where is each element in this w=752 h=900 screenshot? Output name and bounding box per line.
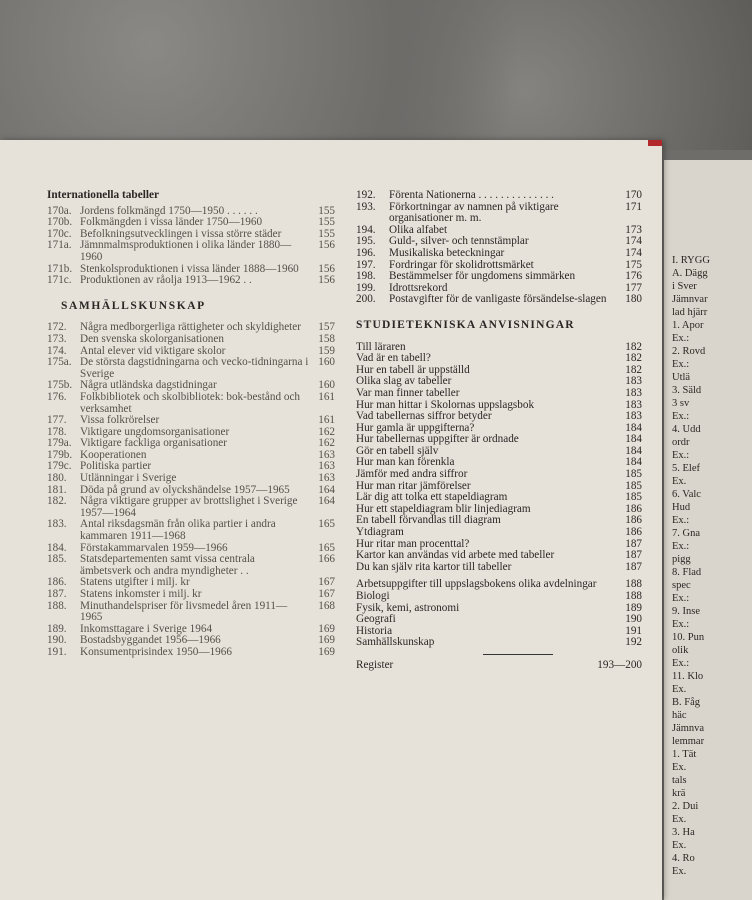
entry-number: 176. bbox=[47, 390, 67, 403]
next-page-line: Ex.: bbox=[672, 359, 690, 370]
separator bbox=[483, 654, 553, 655]
next-page-line: 7. Gna bbox=[672, 528, 700, 539]
next-page-line: Ex.: bbox=[672, 333, 690, 344]
entry-title: Jämför med andra siffror bbox=[356, 468, 468, 481]
entry-page: 168 bbox=[318, 599, 335, 612]
entry-page: 159 bbox=[318, 344, 335, 357]
toc-row bbox=[47, 554, 335, 577]
entry-title: Förenta Nationerna . . . . . . . . . . . . . . bbox=[389, 189, 554, 201]
next-page-line: i Sver bbox=[672, 281, 697, 292]
entry-title: Geografi bbox=[356, 613, 396, 626]
next-page-line: 3. Ha bbox=[672, 827, 695, 838]
next-page-line: Ex.: bbox=[672, 411, 690, 422]
entry-number: 196. bbox=[356, 246, 376, 259]
entry-title: Hur gamla är uppgifterna? bbox=[356, 421, 475, 434]
entry-page: 167 bbox=[318, 576, 335, 589]
next-page-line: 11. Klo bbox=[672, 671, 704, 682]
entry-title: Fordringar för skolidrottsmärket bbox=[389, 258, 534, 271]
entry-title: Vad tabellernas siffror betyder bbox=[356, 410, 492, 423]
entry-page: 155 bbox=[318, 204, 335, 217]
next-page-line: tals bbox=[672, 775, 687, 786]
entry-page: 157 bbox=[318, 321, 335, 334]
entry-page: 155 bbox=[318, 227, 335, 240]
toc-row bbox=[47, 357, 335, 380]
entry-title: Stenkolsproduktionen i vissa länder 1888—1960 bbox=[80, 262, 299, 275]
entry-page: 165 bbox=[318, 541, 335, 554]
entry-title: Historia bbox=[356, 624, 393, 637]
entry-number: 198. bbox=[356, 270, 376, 283]
intl-heading: Internationella tabeller bbox=[47, 189, 160, 201]
entry-number: 188. bbox=[47, 599, 67, 612]
entry-number: 170c. bbox=[47, 227, 72, 240]
entry-title: Kartor kan användas vid arbete med tabeller bbox=[356, 549, 555, 562]
entry-page: 155 bbox=[318, 216, 335, 229]
next-page-line: olik bbox=[672, 645, 689, 656]
entry-page: 161 bbox=[318, 414, 335, 427]
entry-title: Guld-, silver- och tennstämplar bbox=[389, 235, 529, 248]
toc-row bbox=[356, 353, 642, 365]
toc-row bbox=[47, 240, 335, 263]
entry-number: 175b. bbox=[47, 379, 73, 392]
entry-title: Jordens folkmängd 1750—1950 . . . . . . bbox=[80, 204, 258, 217]
entry-page: 182 bbox=[625, 352, 642, 365]
entry-title: Förkortningar av namnen på viktigare organisationer m. m. bbox=[389, 200, 559, 225]
entry-title: Några medborgerliga rättigheter och skyldigheter bbox=[80, 321, 301, 334]
next-page-line: 8. Flad bbox=[672, 567, 702, 578]
entry-page: 171 bbox=[625, 200, 642, 213]
entry-title: Du kan själv rita kartor till tabeller bbox=[356, 560, 512, 573]
entry-title: En tabell förvandlas till diagram bbox=[356, 514, 501, 527]
entry-page: 187 bbox=[625, 537, 642, 550]
entry-page: 156 bbox=[318, 262, 335, 275]
next-page-line: 1. Tät bbox=[672, 749, 697, 760]
entry-number: 173. bbox=[47, 332, 67, 345]
entry-page: 163 bbox=[318, 448, 335, 461]
entry-title: Idrottsrekord bbox=[389, 281, 448, 294]
entry-number: 175a. bbox=[47, 356, 72, 369]
next-page-line: krä bbox=[672, 788, 686, 799]
entry-number: 191. bbox=[47, 645, 67, 658]
entry-title: Döda på grund av olyckshändelse 1957—1965 bbox=[80, 483, 290, 496]
toc-row bbox=[356, 591, 642, 603]
entry-number: 199. bbox=[356, 281, 376, 294]
toc-row bbox=[356, 294, 642, 306]
toc-row bbox=[356, 190, 642, 202]
entry-page: 183 bbox=[625, 410, 642, 423]
entry-number: 179c. bbox=[47, 460, 72, 473]
entry-title: Den svenska skolorganisationen bbox=[80, 332, 224, 345]
entry-title: Till läraren bbox=[356, 340, 406, 353]
entry-title: Vad är en tabell? bbox=[356, 352, 431, 365]
next-page-line: 1. Apor bbox=[672, 320, 704, 331]
next-page-line: lad hjärr bbox=[672, 307, 708, 318]
entry-page: 169 bbox=[318, 622, 335, 635]
entry-page: 167 bbox=[318, 588, 335, 600]
next-page-line: lemmar bbox=[672, 736, 705, 747]
toc-row bbox=[356, 614, 642, 626]
next-page-line: Hud bbox=[672, 502, 691, 513]
toc-row bbox=[47, 647, 335, 659]
entry-page: 182 bbox=[625, 340, 642, 353]
next-page bbox=[664, 160, 752, 900]
toc-row bbox=[47, 473, 335, 485]
next-page-line: pigg bbox=[672, 554, 691, 565]
next-page-line: Ex.: bbox=[672, 450, 690, 461]
entry-page: 156 bbox=[318, 239, 335, 252]
entry-title: Folkbibliotek och skolbibliotek: bok-bestånd och verksamhet bbox=[80, 390, 300, 415]
entry-page: 177 bbox=[625, 281, 642, 294]
entry-title: Postavgifter för de vanligaste försändelse-slagen bbox=[389, 293, 607, 306]
entry-page: 164 bbox=[318, 495, 335, 508]
entry-number: 194. bbox=[356, 223, 376, 236]
entry-page: 160 bbox=[318, 356, 335, 369]
entry-page: 187 bbox=[625, 560, 642, 573]
next-page-line: Ex.: bbox=[672, 515, 690, 526]
entry-page: 191 bbox=[625, 624, 642, 637]
entry-title: Statens inkomster i milj. kr bbox=[80, 588, 202, 600]
toc-row bbox=[47, 519, 335, 542]
entry-page: 186 bbox=[625, 514, 642, 527]
entry-number: 183. bbox=[47, 518, 67, 531]
entry-number: 187. bbox=[47, 588, 67, 600]
next-page-line: Ex. bbox=[672, 762, 687, 773]
entry-title: Hur en tabell är uppställd bbox=[356, 363, 470, 376]
entry-number: 181. bbox=[47, 483, 67, 496]
next-page-line: Ex. bbox=[672, 840, 687, 851]
entry-title: Några viktigare grupper av brottslighet i Sverige 1957—1964 bbox=[80, 495, 298, 519]
entry-page: 169 bbox=[318, 645, 335, 658]
next-page-line: B. Fåg bbox=[672, 697, 701, 708]
entry-title: Förstakammarvalen 1959—1966 bbox=[80, 541, 228, 554]
entry-page: 162 bbox=[318, 425, 335, 438]
samh-list bbox=[47, 322, 335, 658]
next-page-line: spec bbox=[672, 580, 691, 591]
next-page-line: I. RYGG bbox=[672, 255, 710, 266]
next-page-line: 3 sv bbox=[672, 398, 690, 409]
entry-page: 192 bbox=[625, 636, 642, 649]
entry-title: Lär dig att tolka ett stapeldiagram bbox=[356, 491, 508, 504]
right-column bbox=[356, 190, 642, 672]
next-page-line: ordr bbox=[672, 437, 690, 448]
entry-number: 195. bbox=[356, 235, 376, 248]
entry-page: 182 bbox=[625, 363, 642, 376]
entry-page: 187 bbox=[625, 549, 642, 562]
entry-page: 184 bbox=[625, 456, 642, 469]
entry-title: Minuthandelspriser för livsmedel åren 1911—1965 bbox=[80, 599, 288, 624]
entry-title: Politiska partier bbox=[80, 460, 152, 473]
entry-title: Hur tabellernas uppgifter är ordnade bbox=[356, 433, 519, 446]
entry-title: Olika slag av tabeller bbox=[356, 375, 452, 388]
entry-title: Gör en tabell själv bbox=[356, 444, 439, 457]
entry-page: 190 bbox=[625, 613, 642, 626]
next-page-line: 6. Valc bbox=[672, 489, 701, 500]
carpet-background bbox=[0, 0, 752, 150]
entry-title: Antal elever vid viktigare skolor bbox=[80, 344, 226, 357]
toc-row bbox=[356, 469, 642, 481]
entry-number: 170a. bbox=[47, 204, 72, 217]
next-page-line: 2. Rovd bbox=[672, 346, 706, 357]
entry-page: 173 bbox=[625, 223, 642, 236]
entry-title: Musikaliska beteckningar bbox=[389, 246, 505, 259]
entry-number: 182. bbox=[47, 495, 67, 508]
entry-title: Kooperationen bbox=[80, 448, 147, 461]
entry-number: 171c. bbox=[47, 274, 72, 287]
toc-row bbox=[47, 496, 335, 519]
register-row bbox=[356, 660, 642, 672]
next-page-line: Utlä bbox=[672, 372, 691, 383]
entry-page: 174 bbox=[625, 235, 642, 248]
toc-row bbox=[356, 562, 642, 574]
arbets-list bbox=[356, 579, 642, 649]
entry-page: 166 bbox=[318, 553, 335, 566]
entry-number: 190. bbox=[47, 634, 67, 647]
entry-page: 162 bbox=[318, 437, 335, 450]
entry-title: Viktigare ungdomsorganisationer bbox=[80, 425, 230, 438]
next-page-line: 3. Säld bbox=[672, 385, 702, 396]
toc-row bbox=[47, 415, 335, 427]
entry-number: 192. bbox=[356, 189, 376, 201]
entry-title: Fysik, kemi, astronomi bbox=[356, 601, 460, 614]
entry-page: 185 bbox=[625, 479, 642, 492]
entry-page: 186 bbox=[625, 502, 642, 515]
entry-page: 174 bbox=[625, 246, 642, 259]
entry-page: 161 bbox=[318, 390, 335, 403]
toc-row bbox=[356, 411, 642, 423]
next-page-line: 9. Inse bbox=[672, 606, 700, 617]
toc-row bbox=[356, 637, 642, 649]
entry-number: 179b. bbox=[47, 448, 73, 461]
entry-number: 170b. bbox=[47, 216, 73, 229]
toc-row bbox=[47, 589, 335, 601]
entry-title: Statsdepartementen samt vissa centrala ämbetsverk och andra myndigheter . . bbox=[80, 553, 255, 577]
toc-row bbox=[47, 275, 335, 287]
entry-title: Vissa folkrörelser bbox=[80, 414, 160, 427]
toc-row bbox=[356, 579, 642, 591]
entry-page: 156 bbox=[318, 274, 335, 287]
entry-title: Biologi bbox=[356, 590, 390, 602]
entry-number: 171b. bbox=[47, 262, 73, 275]
entry-page: 186 bbox=[625, 526, 642, 539]
entry-page: 185 bbox=[625, 491, 642, 504]
studie-list bbox=[356, 342, 642, 574]
next-page-line: häc bbox=[672, 710, 687, 721]
entry-number: 177. bbox=[47, 414, 67, 427]
entry-number: 197. bbox=[356, 258, 376, 271]
entry-title: Statens utgifter i milj. kr bbox=[80, 576, 190, 589]
next-page-line: Ex.: bbox=[672, 541, 690, 552]
entry-page: 183 bbox=[625, 386, 642, 399]
entry-title: Samhällskunskap bbox=[356, 636, 435, 649]
entry-page: 158 bbox=[318, 332, 335, 345]
entry-page: 188 bbox=[625, 578, 642, 591]
left-column bbox=[47, 190, 335, 659]
entry-title: Bostadsbyggandet 1956—1966 bbox=[80, 634, 221, 647]
entry-title: Var man finner tabeller bbox=[356, 386, 460, 399]
entry-title: Arbetsuppgifter till uppslagsbokens olika avdelningar bbox=[356, 578, 597, 591]
entry-title: Utlänningar i Sverige bbox=[80, 472, 177, 485]
entry-page: 163 bbox=[318, 472, 335, 485]
entry-number: 185. bbox=[47, 553, 67, 566]
next-page-line: 4. Ro bbox=[672, 853, 695, 864]
red-edge bbox=[648, 140, 662, 146]
toc-row bbox=[356, 271, 642, 283]
entry-number: 174. bbox=[47, 344, 67, 357]
next-page-line: Ex.: bbox=[672, 593, 690, 604]
entry-title: Olika alfabet bbox=[389, 223, 448, 236]
entry-page: 185 bbox=[625, 468, 642, 481]
entry-page: 163 bbox=[318, 460, 335, 473]
entry-title: Bestämmelser för ungdomens simmärken bbox=[389, 270, 576, 283]
register-label: Register bbox=[356, 658, 394, 671]
entry-title: Antal riksdagsmän från olika partier i andra kammaren 1911—1968 bbox=[80, 518, 276, 543]
next-page-line: Ex. bbox=[672, 866, 687, 877]
entry-title: Hur ett stapeldiagram blir linjediagram bbox=[356, 502, 531, 515]
entry-page: 184 bbox=[625, 444, 642, 457]
register-page: 193—200 bbox=[597, 658, 642, 671]
toc-row bbox=[47, 601, 335, 624]
book-page bbox=[0, 140, 662, 900]
next-page-line: Ex. bbox=[672, 684, 687, 695]
entry-number: 184. bbox=[47, 541, 67, 554]
entry-page: 183 bbox=[625, 398, 642, 411]
entry-title: De största dagstidningarna och vecko-tidningarna i Sverige bbox=[80, 356, 309, 380]
next-page-line: 5. Elef bbox=[672, 463, 700, 474]
toc-row bbox=[356, 248, 642, 260]
entry-title: Några utländska dagstidningar bbox=[80, 379, 217, 392]
toc-row bbox=[47, 392, 335, 415]
entry-page: 170 bbox=[625, 189, 642, 201]
samh-heading: SAMHÄLLSKUNSKAP bbox=[61, 299, 206, 312]
entry-title: Hur man kan förenkla bbox=[356, 456, 455, 469]
entry-page: 175 bbox=[625, 258, 642, 271]
toc-row bbox=[356, 388, 642, 400]
entry-title: Hur man hittar i Skolornas uppslagsbok bbox=[356, 398, 535, 411]
entry-page: 180 bbox=[625, 293, 642, 306]
next-page-line: Jämnva bbox=[672, 723, 705, 734]
entry-title: Ytdiagram bbox=[356, 526, 404, 539]
entry-number: 178. bbox=[47, 425, 67, 438]
entry-page: 160 bbox=[318, 379, 335, 392]
entry-number: 180. bbox=[47, 472, 67, 485]
entry-number: 179a. bbox=[47, 437, 72, 450]
entry-page: 183 bbox=[625, 375, 642, 388]
entry-page: 189 bbox=[625, 601, 642, 614]
next-page-line: Ex. bbox=[672, 476, 687, 487]
entry-title: Hur ritar man procenttal? bbox=[356, 537, 470, 550]
entry-number: 193. bbox=[356, 200, 376, 213]
toc-row bbox=[356, 202, 642, 225]
entry-title: Viktigare fackliga organisationer bbox=[80, 437, 227, 450]
entry-page: 184 bbox=[625, 421, 642, 434]
entry-number: 186. bbox=[47, 576, 67, 589]
entry-number: 189. bbox=[47, 622, 67, 635]
entry-number: 171a. bbox=[47, 239, 72, 252]
entry-title: Jämnmalmsproduktionen i olika länder 1880—1960 bbox=[80, 239, 292, 263]
toc-row bbox=[356, 603, 642, 615]
entry-page: 165 bbox=[318, 518, 335, 531]
studie-heading: STUDIETEKNISKA ANVISNINGAR bbox=[356, 318, 575, 331]
next-page-line: A. Dägg bbox=[672, 268, 708, 279]
entry-title: Konsumentprisindex 1950—1966 bbox=[80, 645, 232, 658]
next-page-line: 4. Udd bbox=[672, 424, 701, 435]
toc-row bbox=[356, 527, 642, 539]
toc-row bbox=[47, 334, 335, 346]
next-page-line: Jämnvar bbox=[672, 294, 708, 305]
next-page-line: 2. Dui bbox=[672, 801, 699, 812]
entry-page: 176 bbox=[625, 270, 642, 283]
entry-title: Produktionen av råolja 1913—1962 . . bbox=[80, 274, 252, 287]
entry-page: 188 bbox=[625, 590, 642, 602]
entry-number: 200. bbox=[356, 293, 376, 306]
entry-page: 164 bbox=[318, 483, 335, 496]
next-page-line: Ex.: bbox=[672, 619, 690, 630]
next-page-line: 10. Pun bbox=[672, 632, 705, 643]
next-page-line: Ex.: bbox=[672, 658, 690, 669]
entry-page: 169 bbox=[318, 634, 335, 647]
entry-title: Befolkningsutvecklingen i vissa större städer bbox=[80, 227, 282, 240]
entry-title: Hur man ritar jämförelser bbox=[356, 479, 471, 492]
entry-number: 172. bbox=[47, 321, 67, 334]
next-page-line: Ex. bbox=[672, 814, 687, 825]
entry-title: Folkmängden i vissa länder 1750—1960 bbox=[80, 216, 263, 229]
entry-title: Inkomsttagare i Sverige 1964 bbox=[80, 622, 213, 635]
entry-page: 184 bbox=[625, 433, 642, 446]
intl-list bbox=[47, 206, 335, 287]
cont-list bbox=[356, 190, 642, 306]
